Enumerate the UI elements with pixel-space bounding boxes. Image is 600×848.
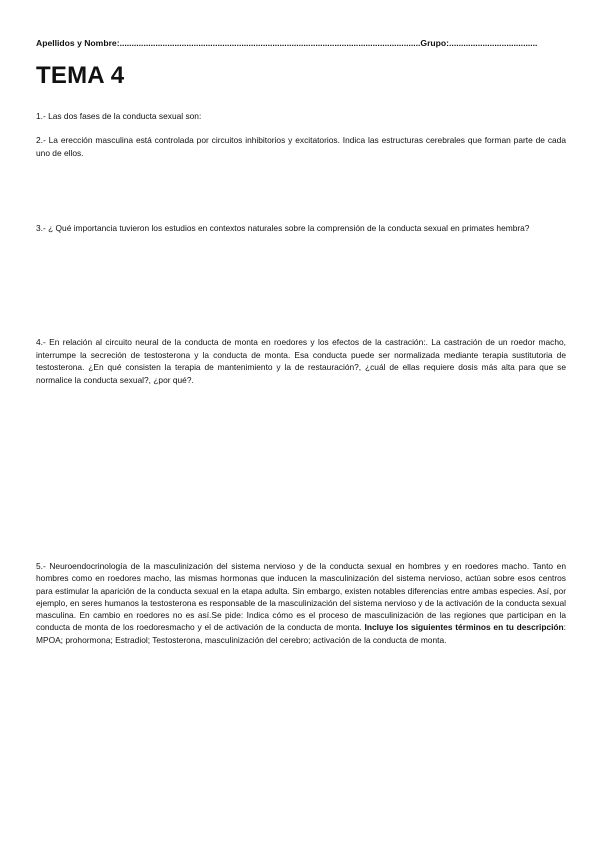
- question-5: [36, 560, 566, 646]
- question-3: 3.- ¿ Qué importancia tuvieron los estudios en contextos naturales sobre la comprensión de la conducta sexual en primates hembra?: [36, 223, 530, 233]
- name-label: Apellidos y Nombre:: [36, 38, 120, 48]
- group-label: Grupo:: [420, 38, 450, 48]
- question-5-body: 5.- Neuroendocrinología de la masculinización del sistema nervioso y de la conducta sexual en hombres y en roedores macho. Tanto en hombres como en roedores macho, las mismas hormonas que inducen la masculinización del sistema nervioso, actúan sobre esos centros para estimular la aparición de la conducta sexual en la etapa adulta. Sin embargo, existen notables diferencias entre ambas especies. Así, por ejemplo, en seres humanos la testosterona es responsable de la masculinización del sistema nervioso y de la activación de la conducta sexual masculina. En cambio en roedores no es así.Se pide: Indica cómo es el proceso de masculinización de las regiones que participan en la conducta de monta de los roedoresmacho y el de activación de la conducta de monta.: [36, 561, 566, 633]
- page-title: TEMA 4: [36, 62, 125, 89]
- question-1: 1.- Las dos fases de la conducta sexual son:: [36, 111, 202, 121]
- question-5-terms: : MPOA; prohormona; Estradiol; Testosterona, masculinización del cerebro; activación de la conducta de monta.: [36, 622, 566, 645]
- student-info-header: [36, 38, 566, 48]
- name-blank: ..............................................................................................................................: [119, 38, 421, 48]
- question-2: 2.- La erección masculina está controlada por circuitos inhibitorios y excitatorios. Indica las estructuras cerebrales que forman parte de cada uno de ellos.: [36, 135, 566, 158]
- question-5-bold-instruction: Incluye los siguientes términos en tu descripción: [364, 622, 564, 633]
- question-4: 4.- En relación al circuito neural de la conducta de monta en roedores y los efectos de la castración:. La castración de un roedor macho, interrumpe la secreción de testosterona y la conducta de monta. Esa conducta puede ser normalizada mediante terapia sustitutoria de testosterona. ¿En qué consisten la terapia de mantenimiento y la de restauración?, ¿cuál de ellas requiere dosis más alta para que se normalice la conducta sexual?, ¿por qué?.: [36, 337, 566, 385]
- group-blank: .....................................: [449, 38, 538, 48]
